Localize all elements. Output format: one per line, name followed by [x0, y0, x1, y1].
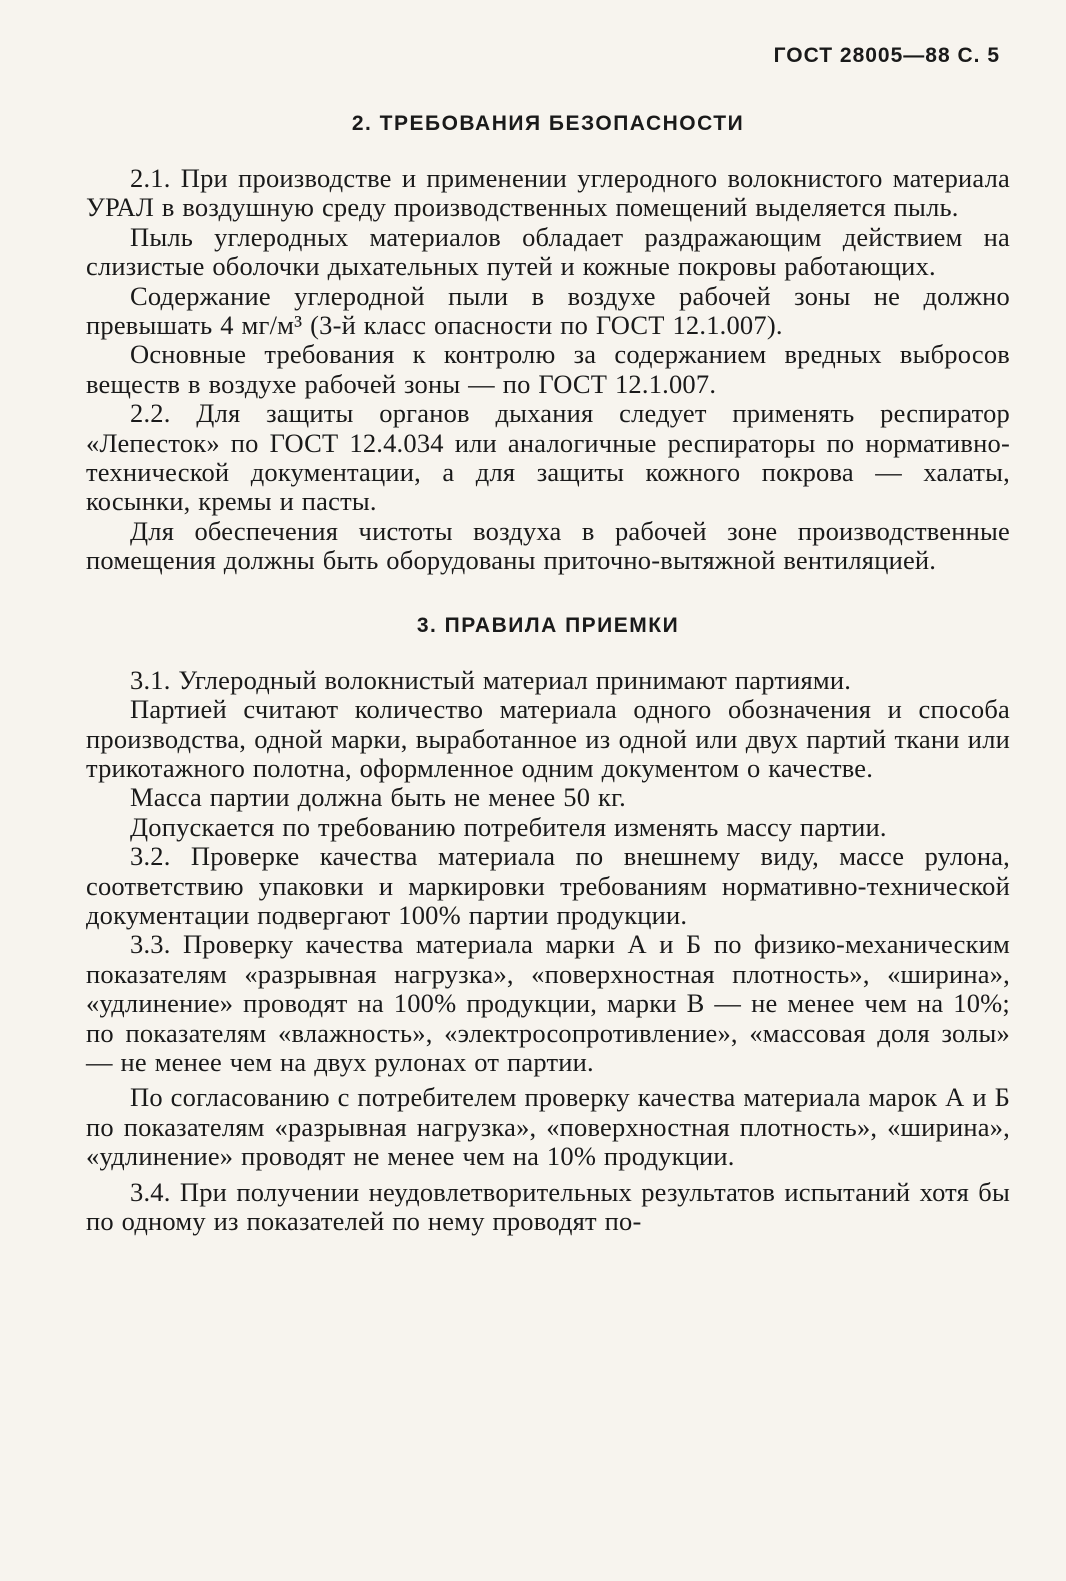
paragraph-batch-mass: Масса партии должна быть не менее 50 кг.: [130, 782, 626, 813]
paragraph-2-2: 2.2. Для защиты органов дыхания следует применять респиратор «Лепесток» по ГОСТ 12.4.034 или аналогичные респираторы по нормативно-технической документации, а для защиты кожного покрова — халаты, косынки, кремы и пасты.: [86, 398, 1010, 517]
paragraph-dust-content: Содержание углеродной пыли в воздухе рабочей зоны не должно превышать 4 мг/м³ (3-й класс опасности по ГОСТ 12.1.007).: [86, 280, 1010, 341]
paragraph-3-1: 3.1. Углеродный волокнистый материал принимают партиями.: [130, 664, 852, 695]
paragraph-batch-mass-change: Допускается по требованию потребителя изменять массу партии.: [130, 811, 887, 842]
section-2-title: 2. ТРЕБОВАНИЯ БЕЗОПАСНОСТИ: [351, 112, 745, 135]
paragraph-3-2: 3.2. Проверке качества материала по внешнему виду, массе рулона, соответствию упаковки и маркировки требованиям нормативно-технической документации подвергают 100% партии продукции.: [86, 841, 1010, 930]
paragraph-control-requirements: Основные требования к контролю за содержанием вредных выбросов веществ в воздухе рабочей зоны — по ГОСТ 12.1.007.: [86, 339, 1010, 399]
paragraph-agreement: По согласованию с потребителем проверку качества материала марок А и Б по показателям «разрывная нагрузка», «поверхностная плотность», «ширина», «удлинение» проводят не менее чем на 10% продукции.: [86, 1082, 1010, 1172]
paragraph-batch-definition: Партией считают количество материала одного обозначения и способа производства, одной марки, выработанное из одной или двух партий ткани или трикотажного полотна, оформленное одним документом о качестве.: [86, 694, 1010, 783]
page-header: ГОСТ 28005—88 С. 5: [773, 44, 1000, 67]
section-3-title: 3. ПРАВИЛА ПРИЕМКИ: [416, 613, 680, 637]
paragraph-2-1: 2.1. При производстве и применении углеродного волокнистого материала УРАЛ в воздушную среду производственных помещений выделяется пыль.: [86, 163, 1010, 223]
paragraph-3-3: 3.3. Проверку качества материала марки А и Б по физико-механическим показателям «разрывная нагрузка», «поверхностная плотность», «ширина», «удлинение» проводят на 100% продукции, марки В — не менее чем на 10%; по показателям «влажность», «электросопротивление», «массовая доля золы» — не менее чем на двух рулонах от партии.: [86, 929, 1010, 1077]
paragraph-3-4: 3.4. При получении неудовлетворительных результатов испытаний хотя бы по одному из показателей по нему проводят по-: [86, 1176, 1010, 1236]
paragraph-dust-effect: Пыль углеродных материалов обладает раздражающим действием на слизистые оболочки дыхательных путей и кожные покровы работающих.: [86, 221, 1010, 282]
document-body: [86, 104, 1010, 1236]
paragraph-ventilation: Для обеспечения чистоты воздуха в рабочей зоне производственные помещения должны быть оборудованы приточно-вытяжной вентиляцией.: [86, 515, 1010, 576]
